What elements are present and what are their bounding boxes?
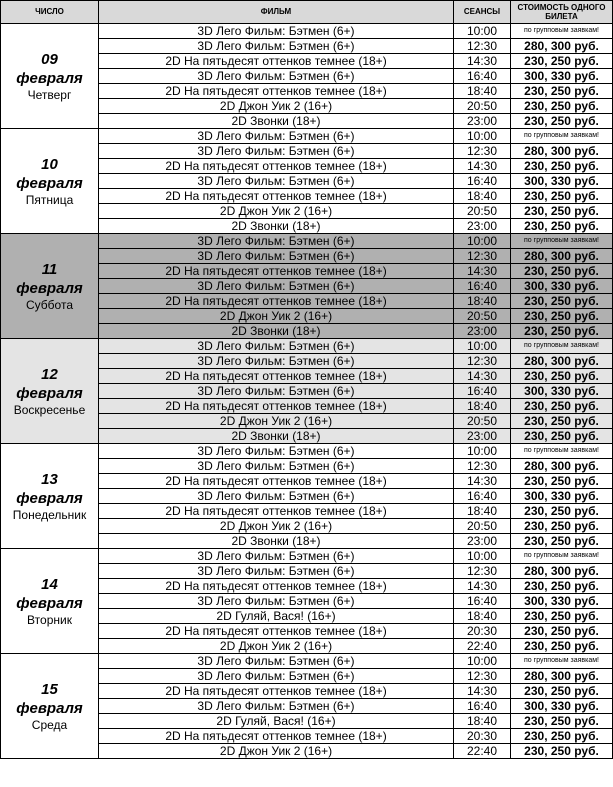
table-row [1, 234, 613, 249]
day-month: февраля [16, 594, 83, 612]
date-cell [1, 654, 99, 759]
film-title: 3D Лего Фильм: Бэтмен (6+) [99, 594, 454, 609]
date-block [1, 575, 98, 628]
ticket-price: 230, 250 руб. [511, 204, 613, 219]
ticket-price: 230, 250 руб. [511, 744, 613, 759]
session-time: 14:30 [454, 579, 511, 594]
ticket-price: 230, 250 руб. [511, 54, 613, 69]
header-date: ЧИСЛО [1, 1, 99, 24]
film-title: 2D Звонки (18+) [99, 324, 454, 339]
ticket-price: по групповым заявкам! [511, 129, 613, 144]
session-time: 23:00 [454, 429, 511, 444]
ticket-price: 280, 300 руб. [511, 564, 613, 579]
session-time: 18:40 [454, 189, 511, 204]
date-block [1, 680, 98, 733]
session-time: 16:40 [454, 489, 511, 504]
film-title: 2D Гуляй, Вася! (16+) [99, 714, 454, 729]
session-time: 20:50 [454, 99, 511, 114]
film-title: 2D Джон Уик 2 (16+) [99, 414, 454, 429]
film-title: 3D Лего Фильм: Бэтмен (6+) [99, 549, 454, 564]
header-sessions: СЕАНСЫ [454, 1, 511, 24]
film-title: 2D Джон Уик 2 (16+) [99, 204, 454, 219]
ticket-price: 230, 250 руб. [511, 534, 613, 549]
film-title: 3D Лего Фильм: Бэтмен (6+) [99, 234, 454, 249]
ticket-price: 300, 330 руб. [511, 69, 613, 84]
session-time: 16:40 [454, 594, 511, 609]
date-block [1, 470, 98, 523]
session-time: 12:30 [454, 459, 511, 474]
session-time: 12:30 [454, 354, 511, 369]
table-row [1, 129, 613, 144]
session-time: 16:40 [454, 279, 511, 294]
film-title: 2D На пятьдесят оттенков темнее (18+) [99, 684, 454, 699]
ticket-price: 230, 250 руб. [511, 159, 613, 174]
ticket-price: 280, 300 руб. [511, 249, 613, 264]
film-title: 2D Звонки (18+) [99, 534, 454, 549]
session-time: 23:00 [454, 114, 511, 129]
ticket-price: 280, 300 руб. [511, 669, 613, 684]
day-month: февраля [16, 699, 83, 717]
day-month: февраля [16, 384, 83, 402]
film-title: 3D Лего Фильм: Бэтмен (6+) [99, 144, 454, 159]
session-time: 18:40 [454, 504, 511, 519]
day-month: февраля [16, 69, 83, 87]
session-time: 14:30 [454, 264, 511, 279]
film-title: 3D Лего Фильм: Бэтмен (6+) [99, 39, 454, 54]
ticket-price: 230, 250 руб. [511, 429, 613, 444]
day-number: 11 [41, 260, 58, 278]
session-time: 12:30 [454, 39, 511, 54]
day-weekday: Вторник [27, 612, 72, 627]
session-time: 10:00 [454, 444, 511, 459]
film-title: 3D Лего Фильм: Бэтмен (6+) [99, 654, 454, 669]
day-number: 15 [41, 680, 58, 698]
day-month: февраля [16, 279, 83, 297]
film-title: 3D Лего Фильм: Бэтмен (6+) [99, 354, 454, 369]
film-title: 2D Звонки (18+) [99, 429, 454, 444]
ticket-price: 300, 330 руб. [511, 594, 613, 609]
film-title: 2D На пятьдесят оттенков темнее (18+) [99, 54, 454, 69]
table-header [1, 1, 613, 24]
session-time: 14:30 [454, 684, 511, 699]
film-title: 2D Джон Уик 2 (16+) [99, 309, 454, 324]
session-time: 23:00 [454, 219, 511, 234]
date-block [1, 50, 98, 103]
session-time: 10:00 [454, 339, 511, 354]
ticket-price: 230, 250 руб. [511, 99, 613, 114]
film-title: 2D Джон Уик 2 (16+) [99, 639, 454, 654]
film-title: 2D На пятьдесят оттенков темнее (18+) [99, 399, 454, 414]
ticket-price: по групповым заявкам! [511, 339, 613, 354]
ticket-price: 230, 250 руб. [511, 639, 613, 654]
ticket-price: 300, 330 руб. [511, 699, 613, 714]
ticket-price: по групповым заявкам! [511, 24, 613, 39]
day-month: февраля [16, 174, 83, 192]
date-cell [1, 339, 99, 444]
ticket-price: 230, 250 руб. [511, 84, 613, 99]
film-title: 2D На пятьдесят оттенков темнее (18+) [99, 294, 454, 309]
session-time: 16:40 [454, 699, 511, 714]
film-title: 2D На пятьдесят оттенков темнее (18+) [99, 729, 454, 744]
film-title: 3D Лего Фильм: Бэтмен (6+) [99, 459, 454, 474]
film-title: 2D На пятьдесят оттенков темнее (18+) [99, 624, 454, 639]
session-time: 12:30 [454, 564, 511, 579]
session-time: 20:30 [454, 624, 511, 639]
ticket-price: по групповым заявкам! [511, 549, 613, 564]
film-title: 3D Лего Фильм: Бэтмен (6+) [99, 249, 454, 264]
session-time: 23:00 [454, 534, 511, 549]
ticket-price: 230, 250 руб. [511, 189, 613, 204]
ticket-price: 230, 250 руб. [511, 729, 613, 744]
session-time: 18:40 [454, 294, 511, 309]
ticket-price: 230, 250 руб. [511, 609, 613, 624]
session-time: 18:40 [454, 714, 511, 729]
header-film: ФИЛЬМ [99, 1, 454, 24]
ticket-price: 230, 250 руб. [511, 294, 613, 309]
film-title: 3D Лего Фильм: Бэтмен (6+) [99, 384, 454, 399]
session-time: 10:00 [454, 549, 511, 564]
film-title: 2D На пятьдесят оттенков темнее (18+) [99, 189, 454, 204]
film-title: 2D На пятьдесят оттенков темнее (18+) [99, 264, 454, 279]
ticket-price: 230, 250 руб. [511, 399, 613, 414]
session-time: 20:30 [454, 729, 511, 744]
ticket-price: по групповым заявкам! [511, 444, 613, 459]
session-time: 14:30 [454, 54, 511, 69]
film-title: 3D Лего Фильм: Бэтмен (6+) [99, 279, 454, 294]
film-title: 3D Лего Фильм: Бэтмен (6+) [99, 699, 454, 714]
session-time: 18:40 [454, 399, 511, 414]
session-time: 12:30 [454, 144, 511, 159]
date-cell [1, 234, 99, 339]
film-title: 3D Лего Фильм: Бэтмен (6+) [99, 339, 454, 354]
ticket-price: 280, 300 руб. [511, 144, 613, 159]
session-time: 23:00 [454, 324, 511, 339]
ticket-price: 230, 250 руб. [511, 474, 613, 489]
ticket-price: 230, 250 руб. [511, 414, 613, 429]
ticket-price: 230, 250 руб. [511, 579, 613, 594]
session-time: 10:00 [454, 654, 511, 669]
ticket-price: 230, 250 руб. [511, 309, 613, 324]
day-weekday: Пятница [25, 192, 74, 207]
session-time: 18:40 [454, 84, 511, 99]
ticket-price: 280, 300 руб. [511, 354, 613, 369]
session-time: 20:50 [454, 204, 511, 219]
day-month: февраля [16, 489, 83, 507]
film-title: 2D На пятьдесят оттенков темнее (18+) [99, 84, 454, 99]
session-time: 20:50 [454, 414, 511, 429]
film-title: 2D На пятьдесят оттенков темнее (18+) [99, 579, 454, 594]
session-time: 18:40 [454, 609, 511, 624]
date-block [1, 260, 98, 313]
session-time: 10:00 [454, 24, 511, 39]
table-row [1, 444, 613, 459]
day-weekday: Понедельник [12, 507, 87, 522]
session-time: 14:30 [454, 369, 511, 384]
session-time: 20:50 [454, 309, 511, 324]
session-time: 12:30 [454, 669, 511, 684]
ticket-price: 230, 250 руб. [511, 219, 613, 234]
film-title: 3D Лего Фильм: Бэтмен (6+) [99, 564, 454, 579]
day-weekday: Воскресенье [13, 402, 86, 417]
schedule-body [1, 24, 613, 759]
ticket-price: 230, 250 руб. [511, 714, 613, 729]
date-cell [1, 444, 99, 549]
film-title: 2D На пятьдесят оттенков темнее (18+) [99, 504, 454, 519]
day-weekday: Четверг [27, 87, 72, 102]
film-title: 2D Звонки (18+) [99, 219, 454, 234]
ticket-price: 230, 250 руб. [511, 624, 613, 639]
ticket-price: 300, 330 руб. [511, 174, 613, 189]
session-time: 16:40 [454, 69, 511, 84]
film-title: 2D Джон Уик 2 (16+) [99, 99, 454, 114]
day-number: 12 [41, 365, 58, 383]
date-cell [1, 24, 99, 129]
ticket-price: 230, 250 руб. [511, 684, 613, 699]
film-title: 2D Джон Уик 2 (16+) [99, 519, 454, 534]
ticket-price: 300, 330 руб. [511, 384, 613, 399]
ticket-price: 300, 330 руб. [511, 489, 613, 504]
ticket-price: по групповым заявкам! [511, 654, 613, 669]
day-number: 13 [41, 470, 58, 488]
ticket-price: 280, 300 руб. [511, 459, 613, 474]
film-title: 3D Лего Фильм: Бэтмен (6+) [99, 24, 454, 39]
ticket-price: 230, 250 руб. [511, 369, 613, 384]
date-block [1, 365, 98, 418]
day-number: 09 [41, 50, 58, 68]
session-time: 22:40 [454, 744, 511, 759]
session-time: 16:40 [454, 174, 511, 189]
date-cell [1, 549, 99, 654]
ticket-price: 280, 300 руб. [511, 39, 613, 54]
ticket-price: 230, 250 руб. [511, 114, 613, 129]
session-time: 22:40 [454, 639, 511, 654]
ticket-price: 300, 330 руб. [511, 279, 613, 294]
film-title: 2D Джон Уик 2 (16+) [99, 744, 454, 759]
ticket-price: по групповым заявкам! [511, 234, 613, 249]
ticket-price: 230, 250 руб. [511, 324, 613, 339]
day-weekday: Суббота [26, 297, 73, 312]
film-title: 2D На пятьдесят оттенков темнее (18+) [99, 159, 454, 174]
film-title: 2D Звонки (18+) [99, 114, 454, 129]
film-title: 2D На пятьдесят оттенков темнее (18+) [99, 474, 454, 489]
session-time: 16:40 [454, 384, 511, 399]
day-number: 14 [41, 575, 58, 593]
ticket-price: 230, 250 руб. [511, 264, 613, 279]
table-row [1, 654, 613, 669]
session-time: 10:00 [454, 234, 511, 249]
film-title: 3D Лего Фильм: Бэтмен (6+) [99, 129, 454, 144]
session-time: 12:30 [454, 249, 511, 264]
header-price: СТОИМОСТЬ ОДНОГО БИЛЕТА [511, 1, 613, 24]
table-row [1, 339, 613, 354]
date-cell [1, 129, 99, 234]
film-title: 2D На пятьдесят оттенков темнее (18+) [99, 369, 454, 384]
day-number: 10 [41, 155, 58, 173]
table-row [1, 549, 613, 564]
film-title: 3D Лего Фильм: Бэтмен (6+) [99, 69, 454, 84]
film-title: 3D Лего Фильм: Бэтмен (6+) [99, 174, 454, 189]
day-weekday: Среда [31, 717, 68, 732]
ticket-price: 230, 250 руб. [511, 504, 613, 519]
film-title: 2D Гуляй, Вася! (16+) [99, 609, 454, 624]
ticket-price: 230, 250 руб. [511, 519, 613, 534]
table-row [1, 24, 613, 39]
session-time: 14:30 [454, 159, 511, 174]
film-title: 3D Лего Фильм: Бэтмен (6+) [99, 444, 454, 459]
session-time: 14:30 [454, 474, 511, 489]
film-title: 3D Лего Фильм: Бэтмен (6+) [99, 489, 454, 504]
film-title: 3D Лего Фильм: Бэтмен (6+) [99, 669, 454, 684]
session-time: 10:00 [454, 129, 511, 144]
session-time: 20:50 [454, 519, 511, 534]
date-block [1, 155, 98, 208]
